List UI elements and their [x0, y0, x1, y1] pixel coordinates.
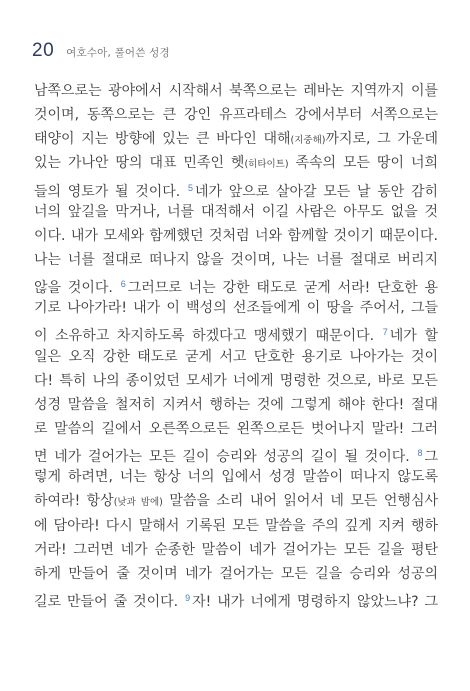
text-segment: 이다. 내가 모세와 함께했던 것처럼 너와 함께할 것이기 때문이다.	[34, 227, 438, 244]
verse-number: 9	[185, 592, 191, 603]
text-line	[34, 417, 438, 441]
verse-number: 7	[382, 327, 388, 338]
text-segment: 남쪽으로는 광야에서 시작해서 북쪽으로는 레바논 지역까지 이를	[34, 83, 438, 99]
parenthetical-note: (히타이트)	[244, 159, 289, 171]
text-segment: 있는 가나안 땅의 대표 민족인 헷	[34, 155, 245, 172]
text-segment: 태양이 지는 방향에 있는 큰 바다인 대해	[34, 131, 291, 148]
text-segment: 다! 특히 나의 종이었던 모세가 너에게 명령한 것으로, 바로 모든	[34, 372, 438, 389]
text-segment: 나는 너를 절대로 떠나지 않을 것이며, 나는 너를 절대로 버리지	[34, 251, 438, 268]
text-line	[34, 489, 438, 513]
text-line	[34, 441, 438, 465]
text-line	[34, 538, 438, 562]
text-segment: 그러므로 너는 강한 태도로 굳게 서라! 단호한 용	[127, 280, 438, 297]
text-segment: 까지로, 그 가운데	[325, 131, 438, 148]
text-segment: 네가 할	[389, 328, 438, 345]
text-segment: 않을 것이다.	[34, 280, 120, 297]
text-segment: 네가 앞으로 살아갈 모든 날 동안 감히	[194, 183, 438, 200]
text-segment: 그	[424, 449, 438, 466]
text-line	[34, 562, 438, 586]
page-number: 20	[32, 40, 55, 61]
text-line	[34, 465, 438, 489]
text-line	[34, 514, 438, 538]
body-text	[34, 79, 438, 610]
text-segment: 것이며, 동쪽으로는 큰 강인 유프라테스 강에서부터 서쪽으로는	[34, 107, 438, 124]
text-segment: 렇게 하려면, 너는 항상 너의 입에서 성경 말씀이 떠나지 않도록	[34, 469, 438, 486]
text-line	[34, 393, 438, 417]
parenthetical-note: (낮과 밤에)	[113, 497, 163, 509]
text-segment: 거라! 그러면 네가 순종한 말씀이 네가 걸어가는 모든 길을 평탄	[34, 541, 438, 558]
text-segment: 자! 내가 너에게 명령하지 않았느냐? 그	[192, 593, 438, 610]
verse-number: 5	[187, 182, 193, 193]
text-segment: 면 네가 걸어가는 모든 길이 승리와 성공의 길이 될 것이다.	[34, 449, 417, 466]
text-segment: 에 담아라! 다시 말해서 기록된 모든 말씀을 주의 깊게 지켜 행하	[34, 517, 438, 534]
running-title: 여호수아, 풀어쓴 성경	[66, 47, 170, 59]
text-line	[34, 79, 438, 103]
text-line	[34, 151, 438, 175]
text-line	[34, 200, 438, 224]
verse-number: 6	[120, 279, 126, 290]
text-line	[34, 248, 438, 272]
text-segment: 일은 오직 강한 태도로 굳게 서고 단호한 용기로 나아가는 것이	[34, 348, 438, 365]
text-segment: 기로 나아가라! 내가 이 백성의 선조들에게 이 땅을 주어서, 그들	[34, 300, 438, 317]
parenthetical-note: (지중해)	[290, 135, 326, 147]
text-segment: 이 소유하고 차지하도록 하겠다고 맹세했기 때문이다.	[34, 328, 382, 345]
text-segment: 하여라! 항상	[34, 493, 114, 510]
text-line	[34, 272, 438, 296]
verse-number: 8	[417, 448, 423, 459]
text-segment: 말씀을 소리 내어 읽어서 네 모든 언행심사	[162, 493, 438, 510]
text-segment: 성경 말씀을 철저히 지켜서 행하는 것에 그렇게 해야 한다! 절대	[34, 396, 438, 413]
text-segment: 로 말씀의 길에서 오른쪽으로든 왼쪽으로든 벗어나지 말라! 그러	[34, 420, 438, 437]
text-line	[34, 103, 438, 127]
text-line	[34, 369, 438, 393]
text-segment: 하게 만들어 줄 것이며 네가 걸어가는 모든 길을 승리와 성공의	[34, 565, 438, 582]
text-segment: 길로 만들어 줄 것이다.	[34, 593, 185, 610]
text-line	[34, 176, 438, 200]
text-line	[34, 127, 438, 151]
text-segment: 족속의 모든 땅이 너희	[288, 155, 438, 172]
text-line	[34, 224, 438, 248]
page-header	[32, 40, 170, 66]
text-line	[34, 296, 438, 320]
text-segment: 너의 앞길을 막거나, 너를 대적해서 이길 사람은 아무도 없을 것	[34, 203, 438, 220]
text-line	[34, 345, 438, 369]
text-line	[34, 586, 438, 610]
text-line	[34, 320, 438, 344]
text-segment: 들의 영토가 될 것이다.	[34, 183, 187, 200]
